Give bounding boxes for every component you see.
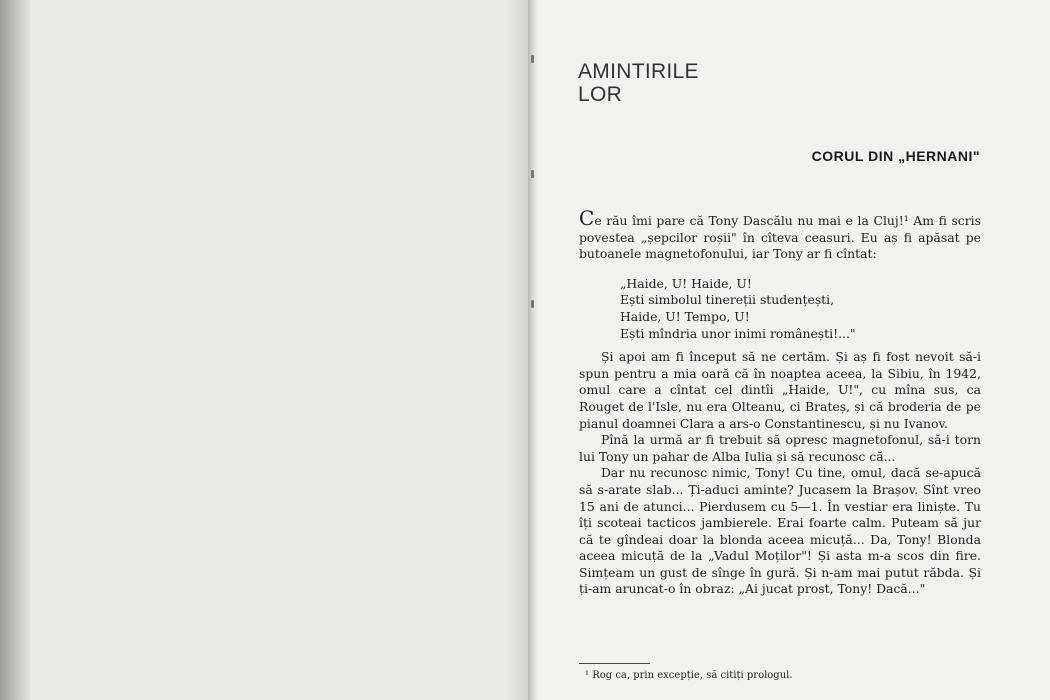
verse-line: „Haide, U! Haide, U!: [620, 275, 752, 291]
section-heading-line-1: AMINTIRILE: [578, 60, 699, 83]
footnote-rule: [579, 663, 650, 664]
verse-line: Ești simbolul tinereții studențești,: [620, 292, 835, 308]
binding-stitch: [531, 55, 534, 63]
intro-paragraph: [579, 206, 981, 263]
book-gutter: [528, 0, 538, 700]
binding-stitch: [531, 300, 534, 308]
verse-line: Ești mîndria unor inimi românești!...": [620, 325, 856, 341]
binding-stitch: [531, 170, 534, 178]
song-verse: [620, 276, 981, 342]
paragraph: Pînă la urmă ar fi trebuit să opresc magnetofonul, să-i torn lui Tony un pahar de Alba Iulia și să recunosc că...: [579, 432, 981, 464]
section-heading-line-2: LOR: [578, 83, 623, 106]
left-page-shadow: [0, 0, 30, 700]
chapter-title: CORUL DIN „HERNANI": [811, 148, 980, 164]
body-text: [579, 206, 981, 598]
paragraph: Și apoi am fi început să ne certăm. Și aș fi fost nevoit să-i spun pentru a mia oară că în noaptea aceea, la Sibiu, în 1942, omul care a cîntat cel dintîi „Haide, U!", cu mîna sus, ca Rouget de l'Isle, nu era Olteanu, ci Brateș, și că broderia de pe pianul doamnei Clara a ars-o Constantinescu, și nu Ivanov.: [579, 349, 981, 431]
footnote: ¹ Rog ca, prin excepție, să citiți prologul.: [585, 670, 793, 681]
intro-text: e rău îmi pare că Tony Dascălu nu mai e la Cluj!¹ Am fi scris povestea „șepcilor roșii" în cîteva ceasuri. Eu aș fi apăsat pe butoanele magnetofonului, iar Tony ar fi cîntat:: [579, 213, 981, 262]
drop-cap: C: [579, 206, 595, 230]
paragraph: Dar nu recunosc nimic, Tony! Cu tine, omul, dacă se-apucă să s-arate slab... Ți-aduci aminte? Jucasem la Brașov. Sînt vreo 15 ani de atunci... Pierdusem cu 5—1. În vestiar era liniște. Tu îți scoteai tacticos jambierele. Erai foarte calm. Puteam să jur că te gîndeai doar la blonda aceea micuță... Da, Tony! Blonda aceea micuță de la „Vadul Moților"! Și asta m-a scos din fire. Simțeam un gust de sînge în gură. Și n-am mai putut răbda. Și ți-am aruncat-o în obraz: „Ai jucat prost, Tony! Dacă...": [579, 465, 981, 597]
verse-line: Haide, U! Tempo, U!: [620, 308, 750, 324]
section-heading: [578, 60, 699, 106]
